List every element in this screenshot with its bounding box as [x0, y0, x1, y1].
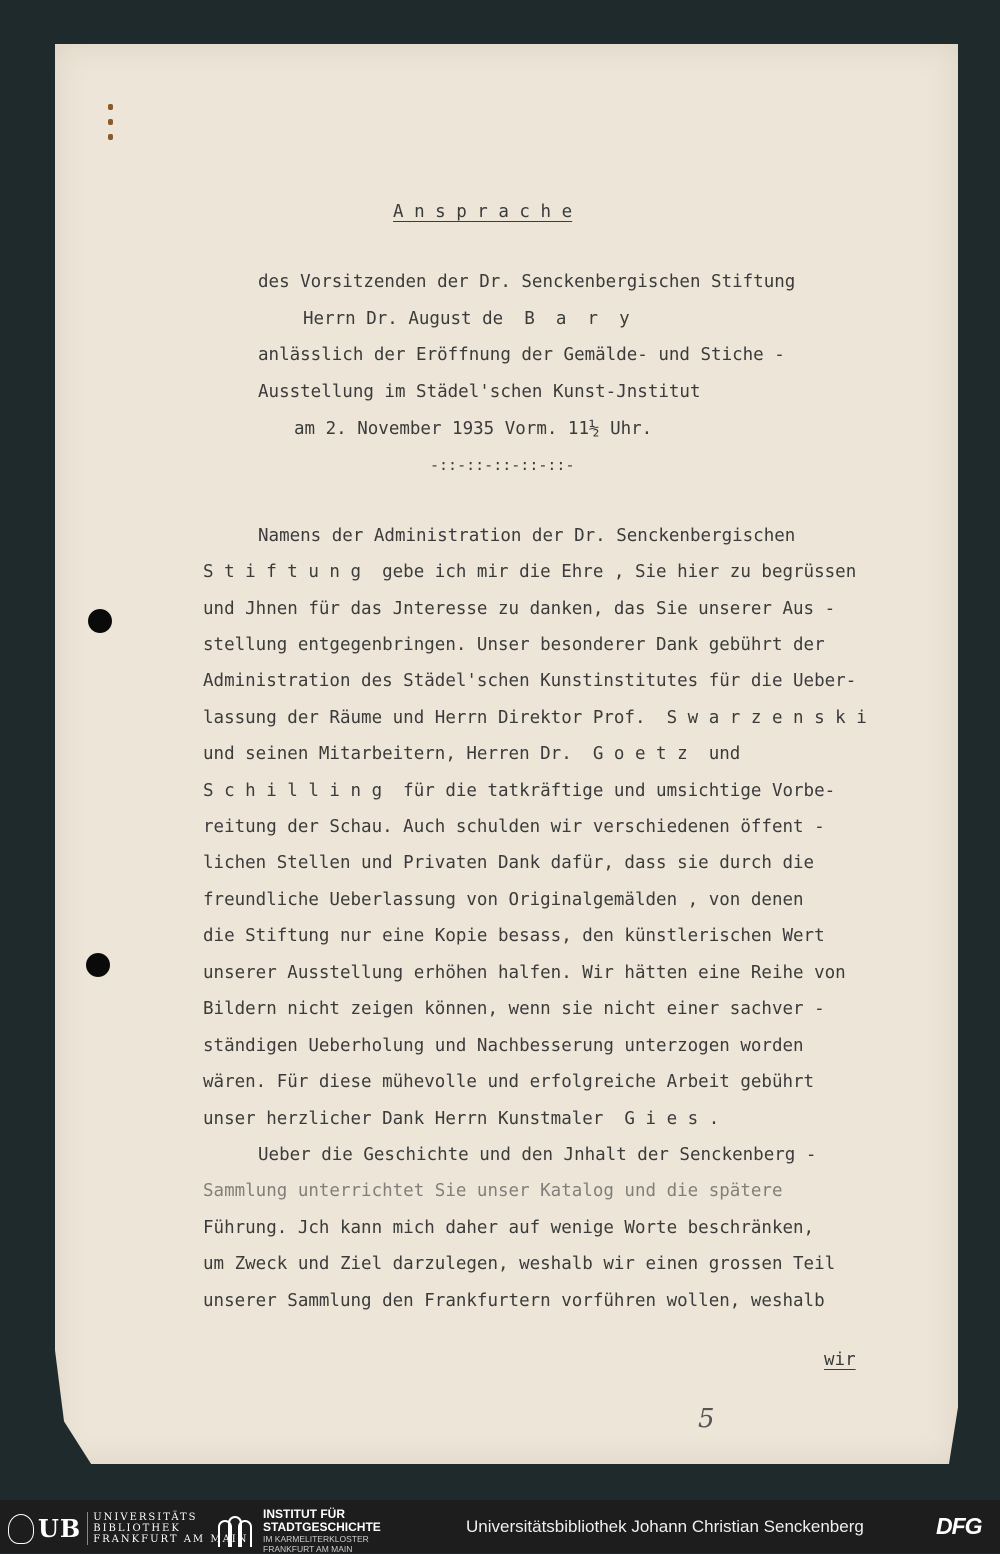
ub-line-2: BIBLIOTHEK: [93, 1523, 181, 1534]
arches-icon: [217, 1513, 253, 1549]
body-line-13: unserer Ausstellung erhöhen halfen. Wir hätten eine Reihe von: [203, 963, 846, 983]
body-line-17: unser herzlicher Dank Herrn Kunstmaler G i e s .: [203, 1109, 720, 1129]
body-line-16: wären. Für diese mühevolle und erfolgreiche Arbeit gebührt: [203, 1072, 815, 1092]
isg-line-1: INSTITUT FÜR: [263, 1507, 345, 1521]
ub-letters: UB: [38, 1514, 82, 1543]
body-line-2: S t i f t u n g gebe ich mir die Ehre , Sie hier zu begrüssen: [203, 562, 857, 582]
punch-hole-bottom: [86, 953, 110, 977]
body-line-14: Bildern nicht zeigen können, wenn sie nicht einer sachver -: [203, 999, 825, 1019]
page-number-mark: 5: [698, 1404, 715, 1434]
dfg-logo[interactable]: DFG: [936, 1513, 982, 1539]
catchword: wir: [824, 1350, 856, 1370]
ub-seal-icon: [8, 1514, 34, 1544]
body-line-6: lassung der Räume und Herrn Direktor Prof. S w a r z e n s k i: [203, 708, 867, 728]
ub-logo[interactable]: [8, 1512, 249, 1545]
isg-line-2: STADTGESCHICHTE: [263, 1520, 381, 1534]
isg-line-4: FRANKFURT AM MAIN: [263, 1544, 353, 1554]
body-line-10: lichen Stellen und Privaten Dank dafür, dass sie durch die: [203, 853, 815, 873]
header-line-1: des Vorsitzenden der Dr. Senckenbergischen Stiftung: [258, 272, 796, 292]
body-line-12: die Stiftung nur eine Kopie besass, den künstlerischen Wert: [203, 926, 825, 946]
header-line-3: anlässlich der Eröffnung der Gemälde- und Stiche -: [258, 345, 785, 365]
ub-line-3: FRANKFURT AM MAIN: [93, 1534, 249, 1545]
header-line-4: Ausstellung im Städel'schen Kunst-Jnstitut: [258, 382, 701, 402]
body-line-3: und Jhnen für das Jnteresse zu danken, das Sie unserer Aus -: [203, 599, 836, 619]
isg-text: [263, 1508, 381, 1554]
body-line-18: Ueber die Geschichte und den Jnhalt der Senckenberg -: [258, 1145, 817, 1165]
header-line-2: Herrn Dr. August de B a r y: [303, 309, 630, 329]
document-title: A n s p r a c h e: [393, 202, 573, 222]
punch-hole-top: [88, 609, 112, 633]
body-line-21: um Zweck und Ziel darzulegen, weshalb wir einen grossen Teil: [203, 1254, 836, 1274]
body-line-19: Sammlung unterrichtet Sie unser Katalog und die spätere: [203, 1181, 783, 1201]
body-line-22: unserer Sammlung den Frankfurtern vorführen wollen, weshalb: [203, 1291, 825, 1311]
separator: -::-::-::-::-::-: [430, 456, 575, 474]
body-line-5: Administration des Städel'schen Kunstinstitutes für die Ueber-: [203, 671, 857, 691]
staple-mark: [108, 104, 114, 162]
body-line-7: und seinen Mitarbeitern, Herren Dr. G o e t z und: [203, 744, 741, 764]
ub-line-1: UNIVERSITÄTS: [93, 1512, 198, 1523]
body-line-8: S c h i l l i n g für die tatkräftige und umsichtige Vorbe-: [203, 781, 836, 801]
isg-line-3: IM KARMELITERKLOSTER: [263, 1534, 369, 1544]
body-line-15: ständigen Ueberholung und Nachbesserung unterzogen worden: [203, 1036, 804, 1056]
isg-logo[interactable]: [217, 1508, 381, 1554]
header-line-5: am 2. November 1935 Vorm. 11½ Uhr.: [294, 419, 653, 439]
body-line-20: Führung. Jch kann mich daher auf wenige Worte beschränken,: [203, 1218, 815, 1238]
footer-bar: [0, 1500, 1000, 1553]
footer-library-name[interactable]: Universitätsbibliothek Johann Christian Senckenberg: [466, 1517, 864, 1536]
body-line-9: reitung der Schau. Auch schulden wir verschiedenen öffent -: [203, 817, 825, 837]
body-line-11: freundliche Ueberlassung von Originalgemälden , von denen: [203, 890, 804, 910]
body-line-1: Namens der Administration der Dr. Senckenbergischen: [258, 526, 796, 546]
body-line-4: stellung entgegenbringen. Unser besonderer Dank gebührt der: [203, 635, 825, 655]
